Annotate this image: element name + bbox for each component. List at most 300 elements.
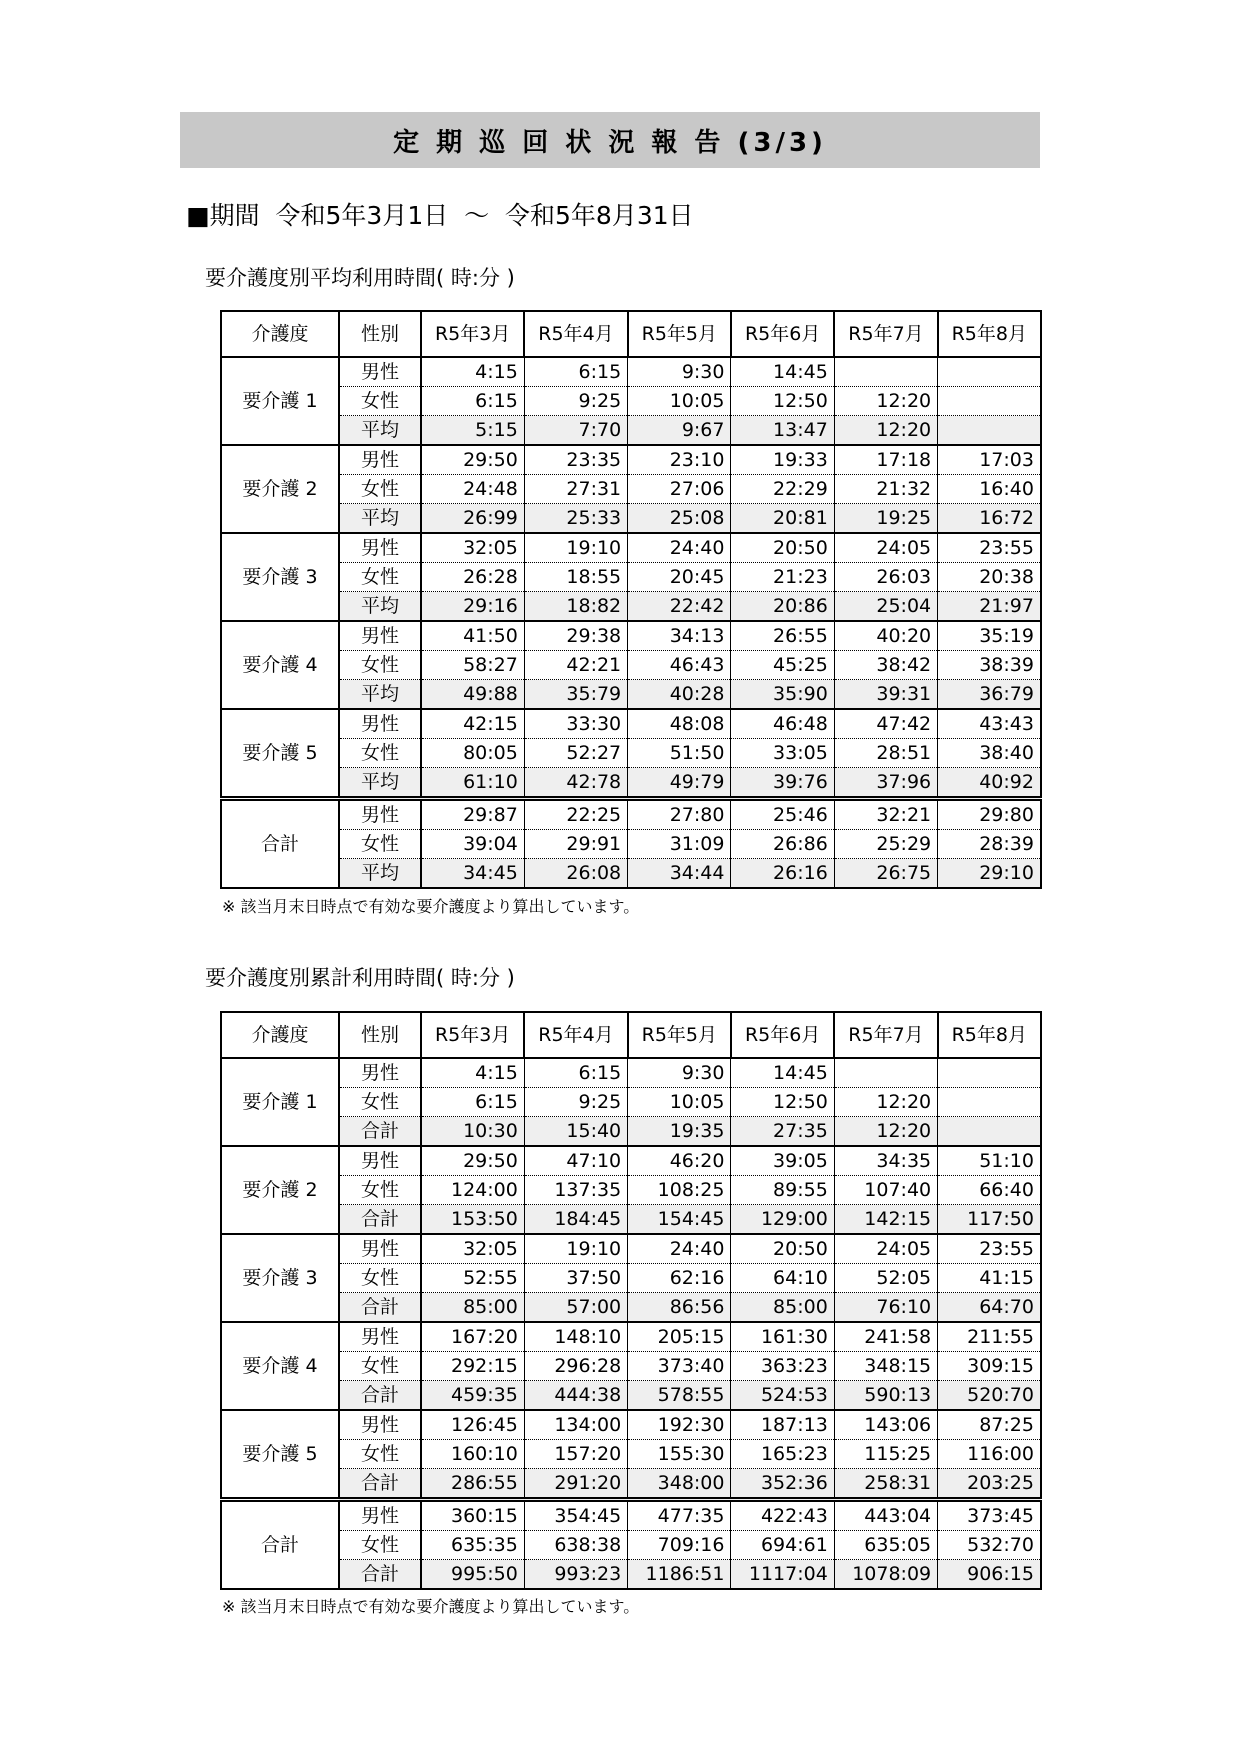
time-cell: 9:30 — [628, 357, 731, 387]
time-cell: 6:15 — [421, 387, 524, 416]
time-cell: 25:33 — [524, 504, 627, 534]
time-cell: 47:10 — [524, 1146, 627, 1176]
time-cell: 32:05 — [421, 1234, 524, 1264]
sex-label: 女性 — [339, 1264, 421, 1293]
sex-label: 合計 — [339, 1560, 421, 1590]
time-cell: 27:35 — [731, 1117, 834, 1147]
sex-label: 男性 — [339, 445, 421, 475]
sex-label: 合計 — [339, 1205, 421, 1235]
time-cell: 26:55 — [731, 621, 834, 651]
table-row — [221, 1234, 1041, 1264]
header-month: R5年4月 — [524, 1012, 627, 1058]
table-row — [221, 416, 1041, 446]
time-cell: 46:43 — [628, 651, 731, 680]
time-cell: 26:08 — [524, 859, 627, 889]
time-cell: 34:44 — [628, 859, 731, 889]
time-cell: 29:38 — [524, 621, 627, 651]
report-period: ■期間 令和5年3月1日 ～ 令和5年8月31日 — [186, 201, 694, 230]
care-level-label: 要介護 5 — [221, 709, 339, 799]
sex-label: 男性 — [339, 1322, 421, 1352]
time-cell: 18:82 — [524, 592, 627, 622]
time-cell: 108:25 — [628, 1176, 731, 1205]
table-row — [221, 357, 1041, 387]
table-row — [221, 1381, 1041, 1411]
time-cell: 520:70 — [938, 1381, 1041, 1411]
time-cell: 51:10 — [938, 1146, 1041, 1176]
sex-label: 男性 — [339, 709, 421, 739]
sex-label: 男性 — [339, 1146, 421, 1176]
header-level: 介護度 — [221, 1012, 339, 1058]
time-cell: 42:21 — [524, 651, 627, 680]
care-level-group — [221, 445, 1041, 533]
time-cell: 21:32 — [834, 475, 937, 504]
header-month: R5年7月 — [834, 1012, 937, 1058]
time-cell: 24:05 — [834, 1234, 937, 1264]
time-cell: 422:43 — [731, 1500, 834, 1531]
time-cell: 9:67 — [628, 416, 731, 446]
time-cell: 348:00 — [628, 1469, 731, 1500]
time-cell: 52:05 — [834, 1264, 937, 1293]
time-cell: 153:50 — [421, 1205, 524, 1235]
time-cell: 129:00 — [731, 1205, 834, 1235]
time-cell: 85:00 — [731, 1293, 834, 1323]
sex-label: 男性 — [339, 799, 421, 830]
time-cell: 19:10 — [524, 1234, 627, 1264]
time-cell: 443:04 — [834, 1500, 937, 1531]
time-cell: 19:25 — [834, 504, 937, 534]
time-cell: 4:15 — [421, 1058, 524, 1088]
time-cell: 35:90 — [731, 680, 834, 710]
table-row — [221, 475, 1041, 504]
time-cell: 993:23 — [524, 1560, 627, 1590]
time-cell: 20:50 — [731, 1234, 834, 1264]
time-cell — [938, 357, 1041, 387]
care-level-label: 合計 — [221, 1500, 339, 1590]
time-cell: 638:38 — [524, 1531, 627, 1560]
header-sex: 性別 — [339, 311, 421, 357]
time-cell: 26:75 — [834, 859, 937, 889]
header-month: R5年3月 — [421, 1012, 524, 1058]
table-row — [221, 1469, 1041, 1500]
header-month: R5年8月 — [938, 311, 1041, 357]
time-cell: 23:55 — [938, 533, 1041, 563]
table-row — [221, 859, 1041, 889]
time-cell: 124:00 — [421, 1176, 524, 1205]
time-cell: 76:10 — [834, 1293, 937, 1323]
time-cell: 211:55 — [938, 1322, 1041, 1352]
time-cell: 39:05 — [731, 1146, 834, 1176]
time-cell: 578:55 — [628, 1381, 731, 1411]
time-cell: 20:50 — [731, 533, 834, 563]
time-cell: 9:25 — [524, 387, 627, 416]
sex-label: 合計 — [339, 1117, 421, 1147]
care-level-group — [221, 709, 1041, 799]
table-row — [221, 1117, 1041, 1147]
time-cell: 61:10 — [421, 768, 524, 799]
time-cell: 205:15 — [628, 1322, 731, 1352]
time-cell: 10:30 — [421, 1117, 524, 1147]
header-level: 介護度 — [221, 311, 339, 357]
time-cell: 64:10 — [731, 1264, 834, 1293]
sex-label: 合計 — [339, 1293, 421, 1323]
time-cell: 241:58 — [834, 1322, 937, 1352]
time-cell: 49:88 — [421, 680, 524, 710]
average-table-note: ※ 該当月末日時点で有効な要介護度より算出しています。 — [222, 897, 640, 916]
time-cell: 292:15 — [421, 1352, 524, 1381]
table-row — [221, 1322, 1041, 1352]
time-cell: 117:50 — [938, 1205, 1041, 1235]
time-cell: 85:00 — [421, 1293, 524, 1323]
time-cell: 126:45 — [421, 1410, 524, 1440]
time-cell: 17:18 — [834, 445, 937, 475]
table-row — [221, 445, 1041, 475]
time-cell: 20:45 — [628, 563, 731, 592]
time-cell: 43:43 — [938, 709, 1041, 739]
time-cell: 19:33 — [731, 445, 834, 475]
time-cell: 24:05 — [834, 533, 937, 563]
care-level-label: 要介護 4 — [221, 1322, 339, 1410]
sex-label: 女性 — [339, 739, 421, 768]
time-cell: 13:47 — [731, 416, 834, 446]
header-month: R5年4月 — [524, 311, 627, 357]
time-cell: 148:10 — [524, 1322, 627, 1352]
time-cell: 143:06 — [834, 1410, 937, 1440]
time-cell: 160:10 — [421, 1440, 524, 1469]
table-row — [221, 1205, 1041, 1235]
time-cell: 155:30 — [628, 1440, 731, 1469]
time-cell: 12:20 — [834, 1117, 937, 1147]
time-cell: 86:56 — [628, 1293, 731, 1323]
table-row — [221, 621, 1041, 651]
care-level-group — [221, 1058, 1041, 1146]
table-row — [221, 1500, 1041, 1531]
time-cell: 26:86 — [731, 830, 834, 859]
time-cell: 363:23 — [731, 1352, 834, 1381]
sex-label: 男性 — [339, 1410, 421, 1440]
time-cell: 22:25 — [524, 799, 627, 830]
time-cell: 19:35 — [628, 1117, 731, 1147]
care-level-group — [221, 1410, 1041, 1500]
time-cell: 46:20 — [628, 1146, 731, 1176]
time-cell: 38:39 — [938, 651, 1041, 680]
table-row — [221, 1088, 1041, 1117]
care-level-group — [221, 1234, 1041, 1322]
time-cell: 19:10 — [524, 533, 627, 563]
time-cell: 7:70 — [524, 416, 627, 446]
sex-label: 女性 — [339, 387, 421, 416]
time-cell: 115:25 — [834, 1440, 937, 1469]
time-cell: 21:23 — [731, 563, 834, 592]
sex-label: 女性 — [339, 651, 421, 680]
time-cell: 29:50 — [421, 1146, 524, 1176]
time-cell: 373:40 — [628, 1352, 731, 1381]
time-cell: 906:15 — [938, 1560, 1041, 1590]
time-cell: 16:40 — [938, 475, 1041, 504]
time-cell: 27:06 — [628, 475, 731, 504]
time-cell: 12:20 — [834, 416, 937, 446]
sex-label: 女性 — [339, 1531, 421, 1560]
care-level-label: 要介護 2 — [221, 1146, 339, 1234]
time-cell: 5:15 — [421, 416, 524, 446]
time-cell: 41:50 — [421, 621, 524, 651]
time-cell: 203:25 — [938, 1469, 1041, 1500]
time-cell: 477:35 — [628, 1500, 731, 1531]
time-cell: 38:42 — [834, 651, 937, 680]
time-cell: 635:05 — [834, 1531, 937, 1560]
time-cell: 167:20 — [421, 1322, 524, 1352]
time-cell: 258:31 — [834, 1469, 937, 1500]
time-cell: 134:00 — [524, 1410, 627, 1440]
time-cell: 49:79 — [628, 768, 731, 799]
table-row — [221, 680, 1041, 710]
time-cell: 26:99 — [421, 504, 524, 534]
time-cell: 161:30 — [731, 1322, 834, 1352]
time-cell — [938, 416, 1041, 446]
table-row — [221, 709, 1041, 739]
time-cell — [938, 1058, 1041, 1088]
care-level-group — [221, 357, 1041, 445]
time-cell: 40:28 — [628, 680, 731, 710]
time-cell: 52:27 — [524, 739, 627, 768]
time-cell: 87:25 — [938, 1410, 1041, 1440]
cumulative-time-table — [220, 1011, 1042, 1590]
time-cell: 35:19 — [938, 621, 1041, 651]
table-row — [221, 1410, 1041, 1440]
sex-label: 男性 — [339, 533, 421, 563]
time-cell: 37:50 — [524, 1264, 627, 1293]
time-cell: 348:15 — [834, 1352, 937, 1381]
time-cell: 26:28 — [421, 563, 524, 592]
time-cell: 12:50 — [731, 387, 834, 416]
time-cell: 41:15 — [938, 1264, 1041, 1293]
header-month: R5年6月 — [731, 311, 834, 357]
care-level-label: 要介護 5 — [221, 1410, 339, 1500]
table-row — [221, 592, 1041, 622]
time-cell: 6:15 — [524, 357, 627, 387]
time-cell: 286:55 — [421, 1469, 524, 1500]
time-cell: 590:13 — [834, 1381, 937, 1411]
time-cell: 694:61 — [731, 1531, 834, 1560]
time-cell: 296:28 — [524, 1352, 627, 1381]
time-cell: 34:35 — [834, 1146, 937, 1176]
time-cell — [834, 357, 937, 387]
time-cell: 22:29 — [731, 475, 834, 504]
table-row — [221, 739, 1041, 768]
time-cell: 31:09 — [628, 830, 731, 859]
sex-label: 女性 — [339, 563, 421, 592]
time-cell: 33:05 — [731, 739, 834, 768]
time-cell: 26:03 — [834, 563, 937, 592]
care-level-label: 合計 — [221, 799, 339, 889]
time-cell: 444:38 — [524, 1381, 627, 1411]
sex-label: 女性 — [339, 475, 421, 504]
care-level-label: 要介護 3 — [221, 533, 339, 621]
sex-label: 男性 — [339, 621, 421, 651]
table-header — [221, 311, 1041, 357]
time-cell: 29:10 — [938, 859, 1041, 889]
table-row — [221, 504, 1041, 534]
time-cell: 21:97 — [938, 592, 1041, 622]
time-cell: 25:04 — [834, 592, 937, 622]
care-level-group — [221, 1146, 1041, 1234]
time-cell: 89:55 — [731, 1176, 834, 1205]
average-time-table — [220, 310, 1042, 889]
header-row — [221, 1012, 1041, 1058]
time-cell: 24:40 — [628, 1234, 731, 1264]
table-row — [221, 1293, 1041, 1323]
care-level-group — [221, 1322, 1041, 1410]
time-cell: 27:31 — [524, 475, 627, 504]
time-cell: 52:55 — [421, 1264, 524, 1293]
time-cell: 29:80 — [938, 799, 1041, 830]
table-row — [221, 387, 1041, 416]
time-cell — [938, 1117, 1041, 1147]
time-cell: 80:05 — [421, 739, 524, 768]
time-cell: 29:16 — [421, 592, 524, 622]
time-cell: 26:16 — [731, 859, 834, 889]
header-month: R5年5月 — [628, 311, 731, 357]
sex-label: 平均 — [339, 680, 421, 710]
table-header — [221, 1012, 1041, 1058]
table-row — [221, 1146, 1041, 1176]
table-row — [221, 651, 1041, 680]
total-group — [221, 799, 1041, 889]
header-month: R5年3月 — [421, 311, 524, 357]
time-cell: 354:45 — [524, 1500, 627, 1531]
header-sex: 性別 — [339, 1012, 421, 1058]
time-cell: 459:35 — [421, 1381, 524, 1411]
table-row — [221, 768, 1041, 799]
total-group — [221, 1500, 1041, 1590]
time-cell: 29:91 — [524, 830, 627, 859]
time-cell: 48:08 — [628, 709, 731, 739]
time-cell: 24:40 — [628, 533, 731, 563]
care-level-label: 要介護 2 — [221, 445, 339, 533]
header-month: R5年7月 — [834, 311, 937, 357]
table-row — [221, 1352, 1041, 1381]
time-cell: 29:50 — [421, 445, 524, 475]
time-cell: 12:20 — [834, 387, 937, 416]
care-level-group — [221, 533, 1041, 621]
time-cell: 28:39 — [938, 830, 1041, 859]
time-cell: 107:40 — [834, 1176, 937, 1205]
time-cell: 28:51 — [834, 739, 937, 768]
time-cell: 22:42 — [628, 592, 731, 622]
time-cell: 524:53 — [731, 1381, 834, 1411]
time-cell: 27:80 — [628, 799, 731, 830]
time-cell: 40:20 — [834, 621, 937, 651]
header-month: R5年8月 — [938, 1012, 1041, 1058]
sex-label: 平均 — [339, 504, 421, 534]
time-cell: 34:13 — [628, 621, 731, 651]
time-cell: 291:20 — [524, 1469, 627, 1500]
time-cell: 34:45 — [421, 859, 524, 889]
time-cell: 995:50 — [421, 1560, 524, 1590]
page-title: 定 期 巡 回 状 況 報 告 (3/3) — [180, 112, 1040, 168]
time-cell — [834, 1058, 937, 1088]
time-cell: 532:70 — [938, 1531, 1041, 1560]
time-cell: 709:16 — [628, 1531, 731, 1560]
time-cell: 47:42 — [834, 709, 937, 739]
time-cell: 15:40 — [524, 1117, 627, 1147]
time-cell: 4:15 — [421, 357, 524, 387]
time-cell: 58:27 — [421, 651, 524, 680]
time-cell: 18:55 — [524, 563, 627, 592]
time-cell — [938, 1088, 1041, 1117]
cumulative-section-title: 要介護度別累計利用時間( 時:分 ) — [205, 966, 515, 990]
sex-label: 女性 — [339, 830, 421, 859]
time-cell: 1078:09 — [834, 1560, 937, 1590]
table-row — [221, 1176, 1041, 1205]
table-row — [221, 830, 1041, 859]
time-cell: 66:40 — [938, 1176, 1041, 1205]
time-cell: 37:96 — [834, 768, 937, 799]
time-cell: 137:35 — [524, 1176, 627, 1205]
time-cell: 360:15 — [421, 1500, 524, 1531]
time-cell: 10:05 — [628, 1088, 731, 1117]
header-month: R5年5月 — [628, 1012, 731, 1058]
sex-label: 女性 — [339, 1352, 421, 1381]
time-cell: 23:55 — [938, 1234, 1041, 1264]
time-cell — [938, 387, 1041, 416]
table-row — [221, 1440, 1041, 1469]
time-cell: 1117:04 — [731, 1560, 834, 1590]
time-cell: 116:00 — [938, 1440, 1041, 1469]
time-cell: 309:15 — [938, 1352, 1041, 1381]
time-cell: 45:25 — [731, 651, 834, 680]
table-row — [221, 1560, 1041, 1590]
sex-label: 女性 — [339, 1440, 421, 1469]
time-cell: 62:16 — [628, 1264, 731, 1293]
time-cell: 39:76 — [731, 768, 834, 799]
time-cell: 14:45 — [731, 1058, 834, 1088]
time-cell: 20:86 — [731, 592, 834, 622]
table-row — [221, 1058, 1041, 1088]
time-cell: 187:13 — [731, 1410, 834, 1440]
table-row — [221, 799, 1041, 830]
care-level-group — [221, 621, 1041, 709]
time-cell: 39:04 — [421, 830, 524, 859]
time-cell: 35:79 — [524, 680, 627, 710]
time-cell: 20:38 — [938, 563, 1041, 592]
sex-label: 男性 — [339, 1234, 421, 1264]
time-cell: 352:36 — [731, 1469, 834, 1500]
care-level-label: 要介護 4 — [221, 621, 339, 709]
time-cell: 142:15 — [834, 1205, 937, 1235]
time-cell: 24:48 — [421, 475, 524, 504]
time-cell: 57:00 — [524, 1293, 627, 1323]
sex-label: 男性 — [339, 1500, 421, 1531]
time-cell: 46:48 — [731, 709, 834, 739]
time-cell: 373:45 — [938, 1500, 1041, 1531]
time-cell: 29:87 — [421, 799, 524, 830]
time-cell: 20:81 — [731, 504, 834, 534]
time-cell: 165:23 — [731, 1440, 834, 1469]
sex-label: 男性 — [339, 357, 421, 387]
sex-label: 女性 — [339, 1176, 421, 1205]
time-cell: 32:21 — [834, 799, 937, 830]
time-cell: 39:31 — [834, 680, 937, 710]
time-cell: 184:45 — [524, 1205, 627, 1235]
time-cell: 33:30 — [524, 709, 627, 739]
time-cell: 51:50 — [628, 739, 731, 768]
time-cell: 42:78 — [524, 768, 627, 799]
care-level-label: 要介護 1 — [221, 357, 339, 445]
sex-label: 合計 — [339, 1469, 421, 1500]
table-row — [221, 563, 1041, 592]
table-row — [221, 533, 1041, 563]
time-cell: 16:72 — [938, 504, 1041, 534]
